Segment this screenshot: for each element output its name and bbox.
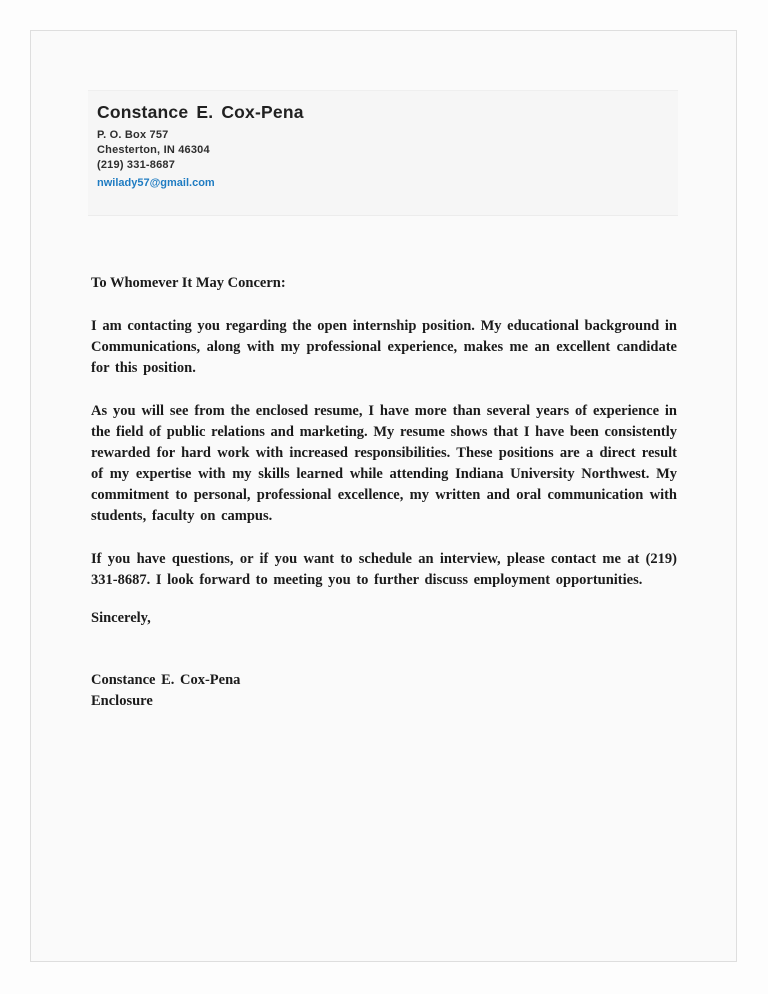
- signature-block: [91, 670, 677, 712]
- paragraph-experience: As you will see from the enclosed resume, I have more than several years of experience in the field of public relations and marketing. My resume shows that I have been consistently rewarded for hard work with increased responsibilities. These positions are a direct result of my expertise with my skills learned while attending Indiana University Northwest. My commitment to personal, professional excellence, my written and oral communication with students, faculty on campus.: [91, 403, 677, 524]
- letter-body: [91, 217, 677, 712]
- letterhead: [88, 90, 678, 216]
- sender-email-link[interactable]: nwilady57@gmail.com: [97, 177, 215, 189]
- sender-phone: (219) 331-8687: [97, 159, 176, 171]
- signature-name: Constance E. Cox-Pena: [91, 672, 241, 688]
- letter-page: [30, 30, 737, 962]
- paragraph-introduction: I am contacting you regarding the open internship position. My educational background in Communications, along with my professional experience, makes me an excellent candidate for this position.: [91, 318, 677, 376]
- sender-address-line2: Chesterton, IN 46304: [97, 144, 210, 156]
- closing: Sincerely,: [91, 610, 151, 626]
- salutation: To Whomever It May Concern:: [91, 275, 286, 291]
- sender-address-line1: P. O. Box 757: [97, 129, 169, 141]
- paragraph-contact: If you have questions, or if you want to schedule an interview, please contact me at (219) 331-8687. I look forward to meeting you to further discuss employment opportunities.: [91, 551, 677, 588]
- enclosure-note: Enclosure: [91, 693, 153, 709]
- sender-name: Constance E. Cox-Pena: [97, 102, 304, 122]
